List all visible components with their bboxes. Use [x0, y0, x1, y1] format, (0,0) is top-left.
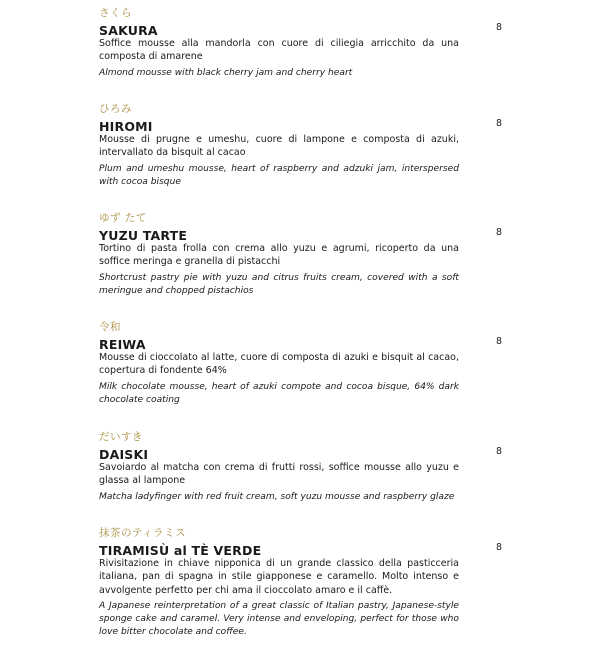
item-price: 8: [495, 542, 502, 553]
item-name: HIROMI: [99, 119, 153, 134]
menu-item-reiwa: [99, 321, 502, 407]
item-japanese-name: 令和: [99, 321, 121, 333]
item-title-row: [99, 444, 502, 460]
item-japanese-name: 抹茶のティラミス: [99, 527, 187, 539]
item-title-row: [99, 334, 502, 350]
item-price: 8: [495, 227, 502, 238]
item-description-english: Milk chocolate mousse, heart of azuki compote and cocoa bisque, 64% dark chocolate coating: [99, 381, 459, 405]
item-title-row: [99, 225, 502, 241]
menu-item-tiramisu-te-verde: [99, 527, 502, 640]
item-description-english: A Japanese reinterpretation of a great classic of Italian pastry, Japanese-style sponge cake and caramel. Very intense and enveloping, perfect for those who love bitter chocolate and coffee.: [99, 600, 459, 638]
menu-item-hiromi: [99, 103, 502, 189]
item-description-english: Shortcrust pastry pie with yuzu and citrus fruits cream, covered with a soft meringue and chopped pistachios: [99, 272, 459, 296]
menu-item-sakura: [99, 7, 502, 80]
item-name: REIWA: [99, 337, 146, 352]
item-name: SAKURA: [99, 23, 158, 38]
item-japanese-name: ひろみ: [99, 103, 132, 115]
item-name: TIRAMISÙ al TÈ VERDE: [99, 543, 262, 558]
menu-item-yuzu-tarte: [99, 212, 502, 298]
item-price: 8: [495, 336, 502, 347]
item-japanese-name: ゆず たて: [99, 212, 147, 224]
item-description-italian: Mousse di cioccolato al latte, cuore di composta di azuki e bisquit al cacao, copertura di fondente 64%: [99, 352, 459, 377]
item-description-english: Matcha ladyfinger with red fruit cream, soft yuzu mousse and raspberry glaze: [99, 491, 455, 502]
item-title-row: [99, 116, 502, 132]
item-japanese-name: だいすき: [99, 431, 143, 443]
item-description-english: Plum and umeshu mousse, heart of raspberry and adzuki jam, interspersed with cocoa bisque: [99, 163, 459, 187]
item-price: 8: [495, 118, 502, 129]
item-description-italian: Savoiardo al matcha con crema di frutti rossi, soffice mousse allo yuzu e glassa al lampone: [99, 462, 459, 487]
item-title-row: [99, 20, 502, 36]
item-name: DAISKI: [99, 447, 149, 462]
item-price: 8: [495, 446, 502, 457]
item-japanese-name: さくら: [99, 7, 132, 19]
item-title-row: [99, 540, 502, 556]
item-price: 8: [495, 22, 502, 33]
item-description-italian: Mousse di prugne e umeshu, cuore di lampone e composta di azuki, intervallato da bisquit al cacao: [99, 134, 459, 159]
item-description-italian: Rivisitazione in chiave nipponica di un grande classico della pasticceria italiana, pan di spagna in stile giapponese e caramello. Molto intenso e avvolgente perfetto per chi ama il cioccolato amaro e il caffè.: [99, 558, 459, 596]
item-name: YUZU TARTE: [99, 228, 188, 243]
item-description-italian: Tortino di pasta frolla con crema allo yuzu e agrumi, ricoperto da una soffice meringa e granella di pistacchi: [99, 243, 459, 268]
item-description-english: Almond mousse with black cherry jam and cherry heart: [99, 67, 353, 78]
menu-item-daiski: [99, 431, 502, 504]
item-description-italian: Soffice mousse alla mandorla con cuore di ciliegia arricchito da una composta di amarene: [99, 38, 459, 63]
